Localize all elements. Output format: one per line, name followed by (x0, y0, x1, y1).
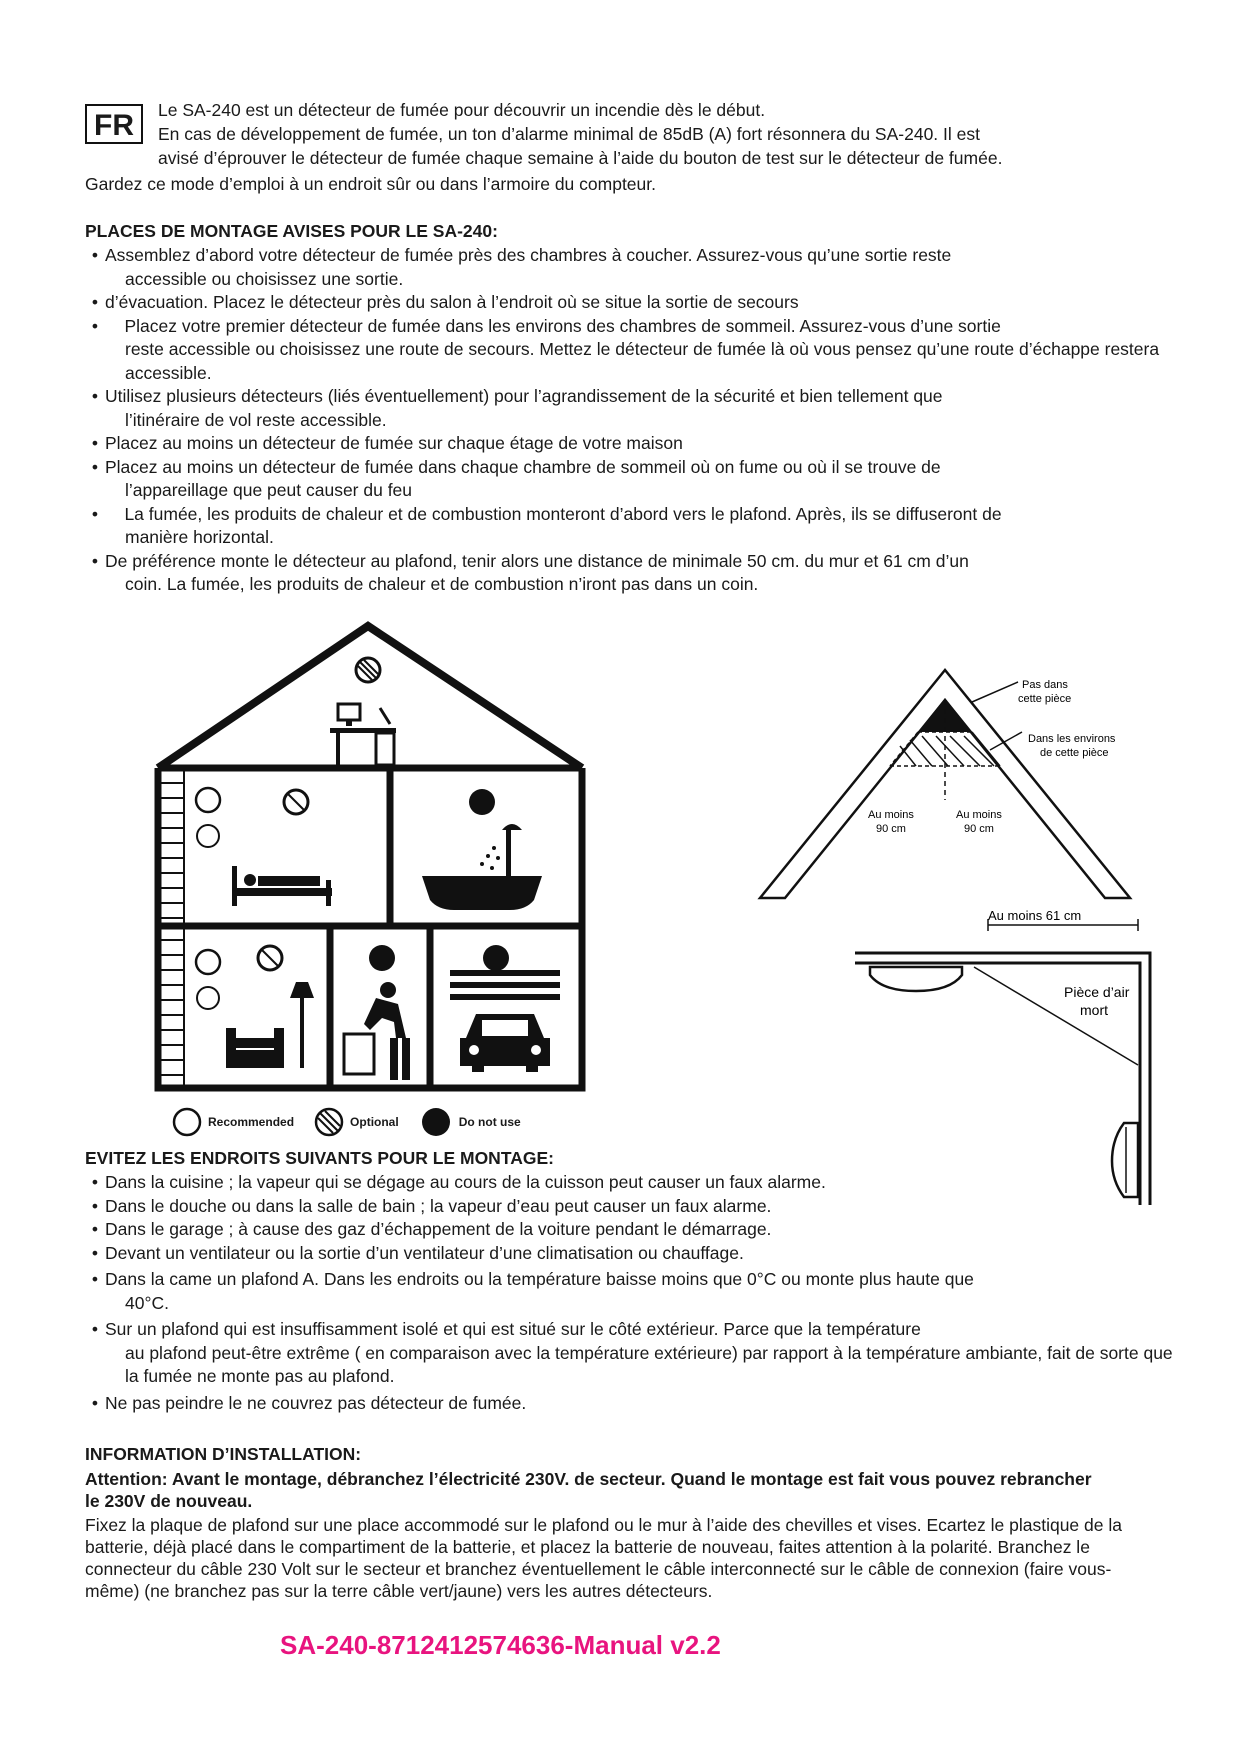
armchair-icon (226, 982, 314, 1068)
recommended-detector-icon (196, 788, 220, 974)
list-item: • Placez votre premier détecteur de fumée dans les environs des chambres de sommeil. Assurez-vous d’une sortie reste accessible ou choisissez une route de secours. Mettez le détecteur de fumée là où vous pensez qu’une route d’échappe restera accessible. (91, 315, 1160, 383)
intro-section (85, 98, 1175, 196)
list-item: • Utilisez plusieurs détecteurs (liés éventuellement) pour l’agrandissement de la sécurité et bien tellement que l’itinéraire de vol reste accessible. (91, 386, 943, 430)
label-dead-air-2: mort (1080, 1002, 1108, 1018)
list-item: • Placez au moins un détecteur de fumée sur chaque étage de votre maison (91, 433, 683, 453)
intro-lines (158, 98, 1175, 170)
list-item: • Sur un plafond qui est insuffisamment isolé et qui est situé sur le côté extérieur. Parce que la température au plafond peut-être extrême ( en comparaison avec la température extérieure) par rapport à la température ambiante, fait de sorte que la fumée ne monte pas au plafond. (91, 1319, 1173, 1386)
label-min-right-2: 90 cm (964, 823, 994, 835)
bed-icon (232, 866, 332, 906)
exit-person-icon (197, 825, 219, 1009)
list-item: • La fumée, les produits de chaleur et de combustion monteront d’abord vers le plafond. Après, ils se diffuseront de manière horizontal. (91, 503, 1002, 547)
label-dead-air-1: Pièce d’air (1064, 984, 1130, 1000)
bathtub-icon (422, 824, 542, 910)
recommended-icon (172, 1107, 202, 1137)
label-min-61: Au moins 61 cm (988, 908, 1082, 923)
language-badge: FR (85, 104, 143, 144)
list-item: • Dans le garage ; à cause des gaz d’échappement de la voiture pendant le démarrage. (91, 1219, 772, 1239)
intro-last-line: Gardez ce mode d’emploi à un endroit sûr ou dans l’armoire du compteur. (85, 174, 656, 194)
legend-optional: Optional (350, 1115, 399, 1129)
intro-line: Le SA-240 est un détecteur de fumée pour découvrir un incendie dès le début. (158, 100, 766, 120)
intro-line: En cas de développement de fumée, un ton d’alarme minimal de 85dB (A) fort résonnera du SA-240. Il est (158, 124, 980, 144)
optional-detector-icon (356, 658, 380, 682)
list-item: • Dans la cuisine ; la vapeur qui se dégage au cours de la cuisson peut causer un faux alarme. (91, 1172, 826, 1192)
list-item: • Dans le douche ou dans la salle de bain ; la vapeur d’eau peut causer un faux alarme. (91, 1195, 772, 1216)
house-diagram (150, 618, 610, 1158)
legend-do-not-use: Do not use (458, 1115, 521, 1129)
installation-heading: INFORMATION D’INSTALLATION: (85, 1444, 362, 1464)
label-not-here-1: Pas dans (1022, 679, 1068, 691)
legend-recommended: Recommended (208, 1115, 295, 1129)
avoid-list (85, 1171, 1175, 1415)
list-item: • d’évacuation. Placez le détecteur près du salon à l’endroit où se situe la sortie de secours (91, 292, 799, 312)
list-item: • De préférence monte le détecteur au plafond, tenir alors une distance de minimale 50 cm. du mur et 61 cm d’un coin. La fumée, les produits de chaleur et de combustion n’iront pas dans un coin. (91, 550, 969, 594)
label-near-2: de cette pièce (1040, 747, 1109, 759)
label-min-left-1: Au moins (868, 809, 914, 821)
desk-icon (330, 704, 396, 765)
list-item: • Dans la came un plafond A. Dans les endroits ou la température baisse moins que 0°C ou monte plus haute que 40°C. (91, 1269, 974, 1313)
list-item: • Assemblez d’abord votre détecteur de fumée près des chambres à coucher. Assurez-vous qu’une sortie reste accessible ou choisissez une sortie. (91, 245, 952, 289)
optional-icon (314, 1107, 344, 1137)
garage-car-icon (450, 970, 560, 1072)
intro-line: avisé d’éprouver le détecteur de fumée chaque semaine à l’aide du bouton de test sur le détecteur de fumée. (158, 148, 1003, 168)
list-item: • Ne pas peindre le ne couvrez pas détecteur de fumée. (91, 1392, 527, 1413)
label-not-here-2: cette pièce (1018, 693, 1072, 705)
label-near-1: Dans les environs (1028, 733, 1116, 745)
ceiling-diagram (850, 905, 1170, 1205)
label-min-right-1: Au moins (956, 809, 1002, 821)
list-item: • Devant un ventilateur ou la sortie d’un ventilateur d’une climatisation ou chauffage. (91, 1242, 744, 1263)
label-min-left-2: 90 cm (876, 823, 906, 835)
installation-warning: Attention: Avant le montage, débranchez l’électricité 230V. de secteur. Quand le montage est fait vous pouvez rebrancher le 230V de nouveau. (85, 1469, 1092, 1511)
installation-body: Fixez la plaque de plafond sur une place accommodé sur le plafond ou le mur à l’aide des chevilles et vises. Ecartez le plastique de la batterie, déjà placé dans le compartiment de la batterie, et placez la batterie de nouveau, faites attention à la polarité. Branchez le connecteur du câble 230 Volt sur le secteur et branchez éventuellement le câble interconnecté sur le câble de connexion (faire vous-même) (ne branchez pas sur la terre câble vert/jaune) vers les autres détecteurs. (85, 1515, 1122, 1601)
diagram-legend (172, 1108, 521, 1136)
avoid-heading: EVITEZ LES ENDROITS SUIVANTS POUR LE MONTAGE: (85, 1148, 554, 1168)
do-not-use-icon (421, 1107, 451, 1137)
mounting-heading: PLACES DE MONTAGE AVISES POUR LE SA-240: (85, 221, 498, 241)
mounting-list (85, 244, 1175, 597)
footer-title: SA-240-8712412574636-Manual v2.2 (280, 1630, 721, 1660)
cook-icon (344, 982, 410, 1080)
list-item: • Placez au moins un détecteur de fumée dans chaque chambre de sommeil où on fume ou où il se trouve de l’appareillage que peut causer du feu (91, 456, 941, 500)
